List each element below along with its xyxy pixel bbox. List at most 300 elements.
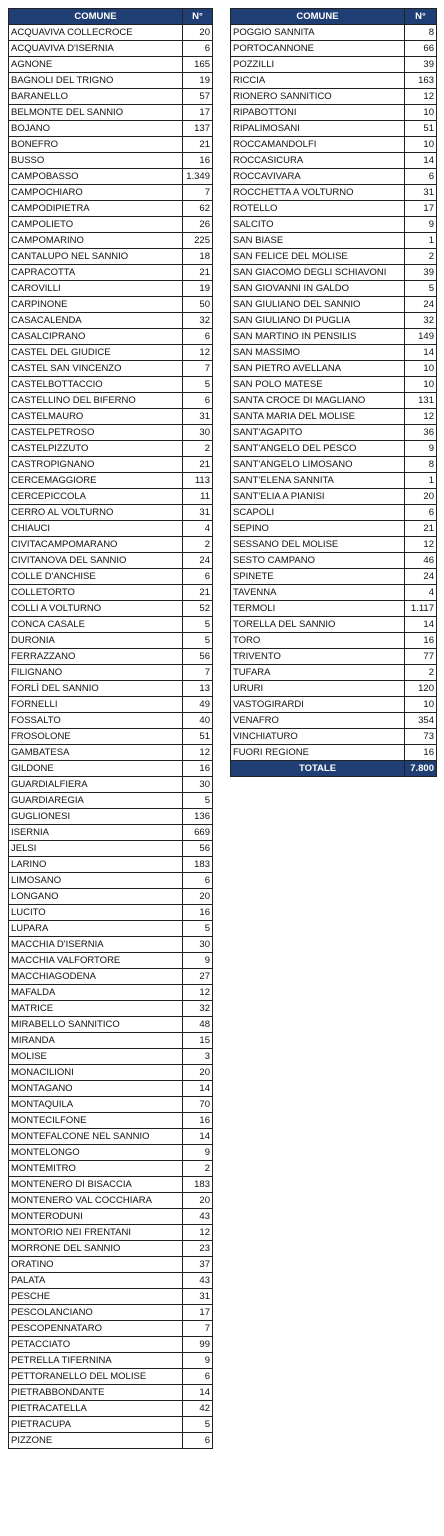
comune-name: RIONERO SANNITICO (231, 89, 405, 105)
comune-count: 2 (183, 441, 213, 457)
comune-name: MONTORIO NEI FRENTANI (9, 1225, 183, 1241)
comune-name: CASTEL SAN VINCENZO (9, 361, 183, 377)
comune-count: 30 (183, 425, 213, 441)
table-row (231, 105, 437, 121)
comune-count: 113 (183, 473, 213, 489)
comune-count: 12 (183, 1225, 213, 1241)
table-row (231, 537, 437, 553)
comune-name: SANT'ELIA A PIANISI (231, 489, 405, 505)
comune-count: 19 (183, 73, 213, 89)
comune-count: 16 (183, 153, 213, 169)
comune-name: CERCEPICCOLA (9, 489, 183, 505)
comune-count: 17 (183, 105, 213, 121)
table-row (9, 201, 213, 217)
table-row (9, 297, 213, 313)
comune-count: 2 (405, 665, 437, 681)
comune-count: 21 (183, 137, 213, 153)
table-row (231, 441, 437, 457)
table-row (9, 89, 213, 105)
table-row (231, 489, 437, 505)
table-row (9, 1033, 213, 1049)
table-row (231, 25, 437, 41)
comune-count: 20 (183, 889, 213, 905)
comune-count: 137 (183, 121, 213, 137)
comune-name: PORTOCANNONE (231, 41, 405, 57)
comune-count: 19 (183, 281, 213, 297)
comune-name: SANT'AGAPITO (231, 425, 405, 441)
comune-name: SAN GIULIANO DI PUGLIA (231, 313, 405, 329)
table-row (9, 1417, 213, 1433)
comune-count: 10 (405, 361, 437, 377)
comune-name: CASTELLINO DEL BIFERNO (9, 393, 183, 409)
comune-count: 12 (183, 985, 213, 1001)
table-row (231, 41, 437, 57)
comune-name: SAN FELICE DEL MOLISE (231, 249, 405, 265)
total-row (231, 761, 437, 777)
table-header-row (9, 9, 213, 25)
table-row (9, 617, 213, 633)
comune-count: 7 (183, 665, 213, 681)
comune-name: POZZILLI (231, 57, 405, 73)
comune-name: MONTERODUNI (9, 1209, 183, 1225)
comune-name: MONTENERO VAL COCCHIARA (9, 1193, 183, 1209)
comune-name: BUSSO (9, 153, 183, 169)
comune-count: 18 (183, 249, 213, 265)
comune-name: LIMOSANO (9, 873, 183, 889)
table-row (9, 1081, 213, 1097)
comune-count: 183 (183, 1177, 213, 1193)
comune-name: CASTELPETROSO (9, 425, 183, 441)
table-row (9, 537, 213, 553)
comune-count: 21 (183, 585, 213, 601)
table-row (9, 1209, 213, 1225)
comune-name: SCAPOLI (231, 505, 405, 521)
comune-count: 14 (183, 1081, 213, 1097)
table-row (9, 249, 213, 265)
table-row (9, 1273, 213, 1289)
comune-name: PESCOPENNATARO (9, 1321, 183, 1337)
comune-count: 16 (183, 761, 213, 777)
table-row (9, 1001, 213, 1017)
comune-count: 1 (405, 233, 437, 249)
table-row (9, 1097, 213, 1113)
comune-count: 24 (405, 569, 437, 585)
comune-name: BAGNOLI DEL TRIGNO (9, 73, 183, 89)
table-row (9, 1049, 213, 1065)
comune-name: CARPINONE (9, 297, 183, 313)
table-row (9, 1177, 213, 1193)
table-row (9, 809, 213, 825)
comune-count: 31 (183, 505, 213, 521)
comune-name: PETACCIATO (9, 1337, 183, 1353)
comune-count: 70 (183, 1097, 213, 1113)
comune-count: 39 (405, 57, 437, 73)
comune-name: PALATA (9, 1273, 183, 1289)
comune-count: 11 (183, 489, 213, 505)
comune-name: CHIAUCI (9, 521, 183, 537)
comune-name: SANTA MARIA DEL MOLISE (231, 409, 405, 425)
table-body-left (9, 25, 213, 1449)
comune-name: MOLISE (9, 1049, 183, 1065)
comune-count: 2 (405, 249, 437, 265)
comune-count: 9 (183, 953, 213, 969)
table-row (9, 1433, 213, 1449)
comune-count: 12 (405, 89, 437, 105)
comune-count: 14 (183, 1385, 213, 1401)
table-row (231, 345, 437, 361)
comune-name: LARINO (9, 857, 183, 873)
comune-name: POGGIO SANNITA (231, 25, 405, 41)
table-row (231, 297, 437, 313)
comune-count: 136 (183, 809, 213, 825)
comune-name: CERRO AL VOLTURNO (9, 505, 183, 521)
table-row (9, 1225, 213, 1241)
table-row (9, 105, 213, 121)
comune-count: 2 (183, 1161, 213, 1177)
table-row (9, 361, 213, 377)
comune-count: 56 (183, 649, 213, 665)
comune-count: 14 (405, 345, 437, 361)
comune-name: CAMPOCHIARO (9, 185, 183, 201)
total-label: TOTALE (231, 761, 405, 777)
comune-name: FORNELLI (9, 697, 183, 713)
table-row (231, 329, 437, 345)
comune-name: SAN GIULIANO DEL SANNIO (231, 297, 405, 313)
table-row (9, 489, 213, 505)
comune-count: 6 (183, 329, 213, 345)
comune-count: 26 (183, 217, 213, 233)
comune-count: 20 (183, 1065, 213, 1081)
comune-count: 183 (183, 857, 213, 873)
comune-name: LUCITO (9, 905, 183, 921)
comune-name: TORELLA DEL SANNIO (231, 617, 405, 633)
comune-count: 46 (405, 553, 437, 569)
comune-name: MAFALDA (9, 985, 183, 1001)
comune-name: CASALCIPRANO (9, 329, 183, 345)
table-row (231, 617, 437, 633)
table-row (9, 1257, 213, 1273)
comune-count: 5 (405, 281, 437, 297)
comune-count: 20 (405, 489, 437, 505)
table-row (9, 41, 213, 57)
comune-name: SALCITO (231, 217, 405, 233)
table-row (231, 585, 437, 601)
comune-count: 6 (183, 1369, 213, 1385)
comune-name: FROSOLONE (9, 729, 183, 745)
comune-name: MACCHIA VALFORTORE (9, 953, 183, 969)
comune-name: BARANELLO (9, 89, 183, 105)
table-row (231, 121, 437, 137)
table-row (231, 265, 437, 281)
comune-count: 42 (183, 1401, 213, 1417)
table-row (9, 841, 213, 857)
comune-name: TERMOLI (231, 601, 405, 617)
comune-name: MACCHIAGODENA (9, 969, 183, 985)
comune-count: 6 (183, 1433, 213, 1449)
comune-name: MONTEFALCONE NEL SANNIO (9, 1129, 183, 1145)
comune-count: 37 (183, 1257, 213, 1273)
header-comune: COMUNE (9, 9, 183, 25)
comune-count: 16 (183, 1113, 213, 1129)
table-row (231, 377, 437, 393)
comune-name: ROCCASICURA (231, 153, 405, 169)
comune-count: 13 (183, 681, 213, 697)
table-row (231, 633, 437, 649)
comune-name: MONTAGANO (9, 1081, 183, 1097)
table-row (9, 393, 213, 409)
table-row (231, 665, 437, 681)
comune-count: 32 (183, 1001, 213, 1017)
comune-name: CASTROPIGNANO (9, 457, 183, 473)
comune-count: 2 (183, 537, 213, 553)
comune-name: FUORI REGIONE (231, 745, 405, 761)
table-row (9, 921, 213, 937)
comune-name: CAMPODIPIETRA (9, 201, 183, 217)
table-row (9, 793, 213, 809)
table-row (9, 473, 213, 489)
table-row (9, 265, 213, 281)
table-row (231, 553, 437, 569)
comune-name: SANTA CROCE DI MAGLIANO (231, 393, 405, 409)
header-count: N° (183, 9, 213, 25)
comune-name: SAN MARTINO IN PENSILIS (231, 329, 405, 345)
table-row (9, 185, 213, 201)
comune-name: MACCHIA D'ISERNIA (9, 937, 183, 953)
table-row (9, 937, 213, 953)
table-row (9, 1401, 213, 1417)
comuni-table-right (230, 8, 437, 777)
table-row (231, 457, 437, 473)
comune-name: CAPRACOTTA (9, 265, 183, 281)
table-row (9, 1113, 213, 1129)
comune-count: 24 (183, 553, 213, 569)
comune-count: 9 (183, 1353, 213, 1369)
table-row (9, 697, 213, 713)
comune-name: SAN GIOVANNI IN GALDO (231, 281, 405, 297)
table-row (231, 169, 437, 185)
comune-count: 32 (405, 313, 437, 329)
comune-count: 669 (183, 825, 213, 841)
comune-count: 120 (405, 681, 437, 697)
table-row (9, 969, 213, 985)
comune-name: COLLI A VOLTURNO (9, 601, 183, 617)
comune-count: 39 (405, 265, 437, 281)
comune-count: 16 (405, 745, 437, 761)
table-row (9, 889, 213, 905)
table-row (9, 601, 213, 617)
table-row (9, 425, 213, 441)
comune-name: ROCCAMANDOLFI (231, 137, 405, 153)
comune-name: URURI (231, 681, 405, 697)
table-row (9, 345, 213, 361)
comune-count: 9 (405, 217, 437, 233)
table-row (9, 1145, 213, 1161)
comune-count: 36 (405, 425, 437, 441)
table-row (9, 377, 213, 393)
comune-name: BELMONTE DEL SANNIO (9, 105, 183, 121)
comune-name: SAN PIETRO AVELLANA (231, 361, 405, 377)
table-row (9, 1353, 213, 1369)
comune-name: AGNONE (9, 57, 183, 73)
comune-count: 21 (183, 265, 213, 281)
comune-name: PESCHE (9, 1289, 183, 1305)
comune-count: 1.117 (405, 601, 437, 617)
comune-count: 4 (183, 521, 213, 537)
comune-count: 8 (405, 457, 437, 473)
comune-name: CAROVILLI (9, 281, 183, 297)
table-row (231, 201, 437, 217)
comune-name: MONTENERO DI BISACCIA (9, 1177, 183, 1193)
comune-name: TRIVENTO (231, 649, 405, 665)
comune-count: 163 (405, 73, 437, 89)
comune-name: MIRABELLO SANNITICO (9, 1017, 183, 1033)
comune-name: JELSI (9, 841, 183, 857)
header-count: N° (405, 9, 437, 25)
comune-count: 15 (183, 1033, 213, 1049)
table-row (9, 1289, 213, 1305)
table-row (9, 953, 213, 969)
table-row (9, 457, 213, 473)
table-row (231, 729, 437, 745)
table-row (231, 649, 437, 665)
comune-name: FORLÌ DEL SANNIO (9, 681, 183, 697)
comune-count: 165 (183, 57, 213, 73)
comune-name: TORO (231, 633, 405, 649)
comune-count: 9 (405, 441, 437, 457)
table-row (9, 137, 213, 153)
comune-name: ROCCHETTA A VOLTURNO (231, 185, 405, 201)
comune-name: FOSSALTO (9, 713, 183, 729)
comune-name: MATRICE (9, 1001, 183, 1017)
table-row (231, 233, 437, 249)
comune-count: 17 (405, 201, 437, 217)
comune-name: PIETRACUPA (9, 1417, 183, 1433)
comune-count: 7 (183, 361, 213, 377)
total-value: 7.800 (405, 761, 437, 777)
comune-name: PIZZONE (9, 1433, 183, 1449)
comune-count: 131 (405, 393, 437, 409)
table-row (9, 313, 213, 329)
comune-name: GUARDIAREGIA (9, 793, 183, 809)
comune-name: GUGLIONESI (9, 809, 183, 825)
comune-count: 6 (405, 505, 437, 521)
comune-name: CASTELPIZZUTO (9, 441, 183, 457)
comune-name: ROCCAVIVARA (231, 169, 405, 185)
comune-count: 4 (405, 585, 437, 601)
comune-name: SAN MASSIMO (231, 345, 405, 361)
table-row (9, 1193, 213, 1209)
comune-count: 6 (405, 169, 437, 185)
table-row (9, 1385, 213, 1401)
table-row (231, 409, 437, 425)
comune-count: 5 (183, 921, 213, 937)
table-row (9, 121, 213, 137)
comune-name: MONTECILFONE (9, 1113, 183, 1129)
comune-name: LUPARA (9, 921, 183, 937)
comune-count: 20 (183, 1193, 213, 1209)
comune-count: 14 (405, 617, 437, 633)
comune-name: SANT'ELENA SANNITA (231, 473, 405, 489)
table-row (9, 281, 213, 297)
comune-count: 6 (183, 393, 213, 409)
comune-name: DURONIA (9, 633, 183, 649)
comune-name: ROTELLO (231, 201, 405, 217)
table-row (231, 89, 437, 105)
comune-count: 27 (183, 969, 213, 985)
table-row (9, 633, 213, 649)
comune-count: 21 (405, 521, 437, 537)
table-row (9, 985, 213, 1001)
comune-count: 3 (183, 1049, 213, 1065)
table-row (9, 329, 213, 345)
comune-name: FILIGNANO (9, 665, 183, 681)
comune-name: SPINETE (231, 569, 405, 585)
comune-name: CANTALUPO NEL SANNIO (9, 249, 183, 265)
table-row (231, 153, 437, 169)
table-row (9, 777, 213, 793)
table-row (9, 1065, 213, 1081)
comune-name: ORATINO (9, 1257, 183, 1273)
comune-name: GILDONE (9, 761, 183, 777)
table-row (231, 505, 437, 521)
comune-name: LONGANO (9, 889, 183, 905)
table-row (9, 729, 213, 745)
table-row (9, 521, 213, 537)
table-row (9, 873, 213, 889)
comune-count: 10 (405, 377, 437, 393)
comune-name: RICCIA (231, 73, 405, 89)
comune-count: 31 (183, 1289, 213, 1305)
comune-name: PESCOLANCIANO (9, 1305, 183, 1321)
comune-name: SAN POLO MATESE (231, 377, 405, 393)
comune-name: SANT'ANGELO LIMOSANO (231, 457, 405, 473)
comune-name: CAMPOBASSO (9, 169, 183, 185)
comune-count: 20 (183, 25, 213, 41)
comune-name: RIPABOTTONI (231, 105, 405, 121)
comune-count: 5 (183, 617, 213, 633)
table-row (9, 73, 213, 89)
comune-count: 1 (405, 473, 437, 489)
table-row (9, 665, 213, 681)
table-row (9, 1321, 213, 1337)
comune-count: 5 (183, 377, 213, 393)
table-row (231, 249, 437, 265)
table-row (231, 713, 437, 729)
comune-count: 31 (405, 185, 437, 201)
comune-count: 14 (405, 153, 437, 169)
table-row (9, 1305, 213, 1321)
comune-count: 43 (183, 1273, 213, 1289)
comune-count: 5 (183, 633, 213, 649)
comune-name: PIETRABBONDANTE (9, 1385, 183, 1401)
table-row (9, 553, 213, 569)
comune-count: 30 (183, 937, 213, 953)
table-row (231, 57, 437, 73)
comune-name: CASTEL DEL GIUDICE (9, 345, 183, 361)
table-row (9, 585, 213, 601)
comune-count: 8 (405, 25, 437, 41)
comune-name: CERCEMAGGIORE (9, 473, 183, 489)
comune-count: 62 (183, 201, 213, 217)
table-row (9, 57, 213, 73)
comune-name: VINCHIATURO (231, 729, 405, 745)
comune-count: 66 (405, 41, 437, 57)
comune-name: TAVENNA (231, 585, 405, 601)
table-body-right (231, 25, 437, 761)
comune-count: 10 (405, 137, 437, 153)
comune-name: PIETRACATELLA (9, 1401, 183, 1417)
comune-name: BONEFRO (9, 137, 183, 153)
